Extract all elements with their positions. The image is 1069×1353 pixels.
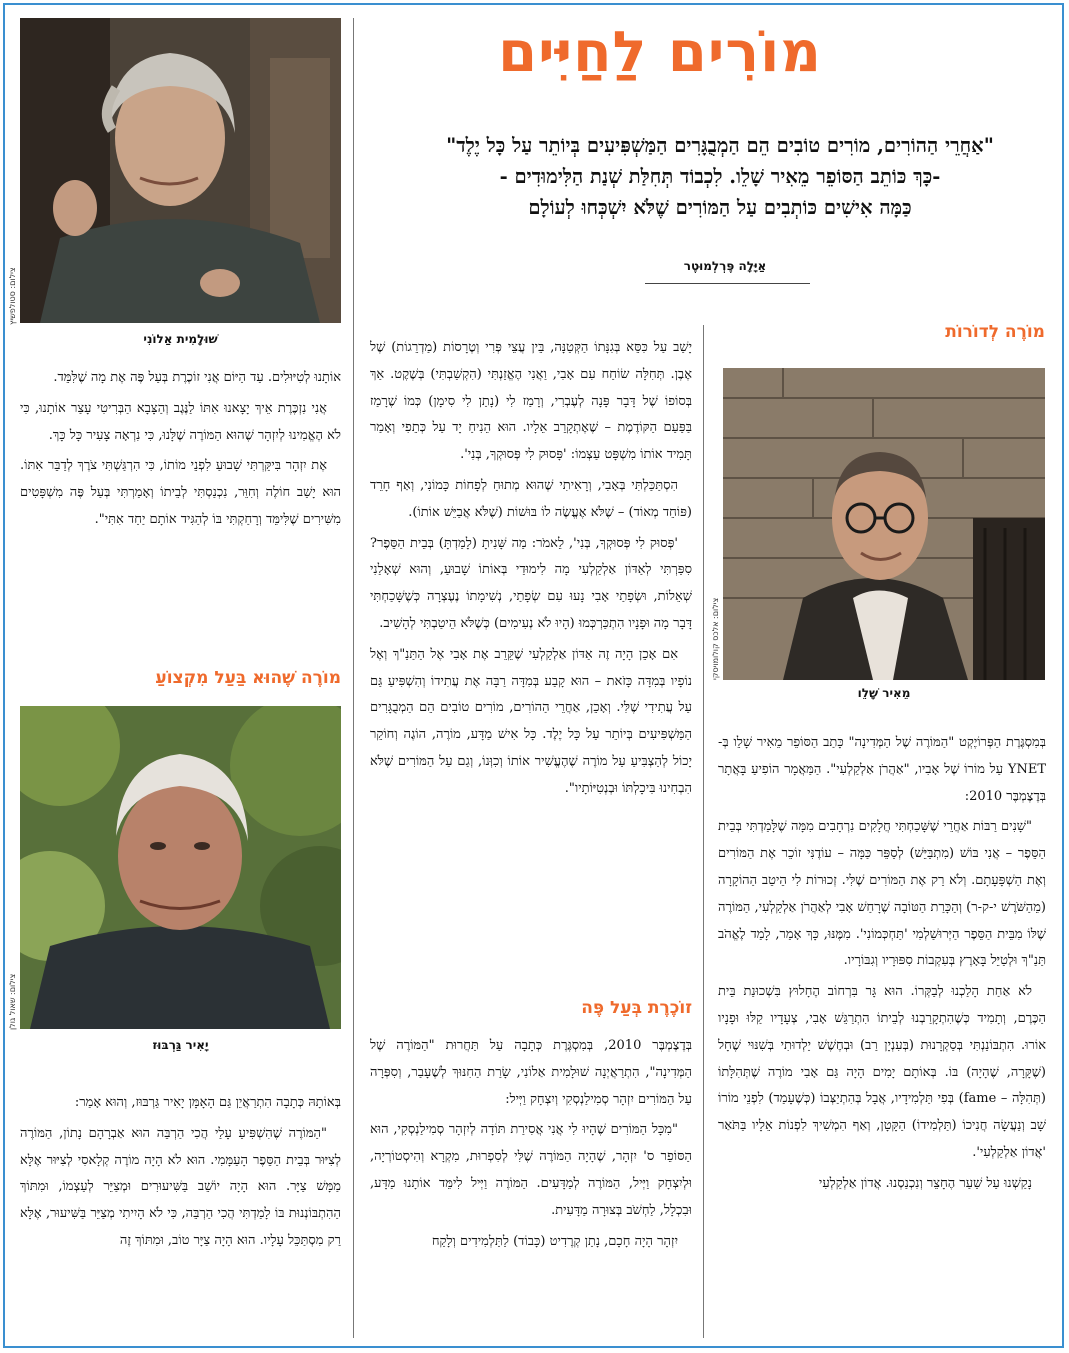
paragraph: "הַמּוֹרֶה שֶׁהִשְׁפִּיעַ עָלַי הֲכִי הַרְבֵּה הוּא אַבְרָהָם נָתוֹן, הַמּוֹרֶה לְצִיּוּר בְּבֵית הַסֵּפֶר הָעַמָּמִי. הוּא לֹא הָיָה מוֹרֶה קְלָאסִי לְצִיּוּר אֶלָּא מַמָּשׁ צַיָּר. הוּא הָיָה יוֹשֵׁב בַּשִּׁיעוּרִים וּמְצַיֵּר לְעַצְמוֹ, וּמִתּוֹךְ הַהִתְבּוֹנְנוּת בּוֹ לָמַדְתִּי הֲכִי הַרְבֵּה, כִּי לֹא הָיִיתִי מְצַיֵּר בַּשִּׁיעוּר, אֶלָּא רַק מִסְתַּכֵּל עָלָיו. הוּא הָיָה צַיָּר טוֹב, וּמִתּוֹךְ זֶה [20,1125,341,1248]
paragraph: "שָׁנִים רַבּוֹת אַחֲרֵי שֶׁשָּׁכַחְתִּי חֲלָקִים נִרְחָבִים מִמָּה שֶׁלָּמַדְתִּי בְּבֵית הַסֵּפֶר – אֲנִי בּוֹשׁ (מִתְבַּיֵּשׁ) לְסַפֵּר כַּמָּה – עוֹדֶנִּי זוֹכֵר אֶת הַמּוֹרִים וְאֶת הַשְׁפָּעָתָם. וְלֹא רַק אֶת הַמּוֹרִים שֶׁלִּי. זְכוּרוֹת לִי הֵיטֵב הַהוֹקָרָה (מֵהַשֹּׁרֶשׁ י-ק-ר) וְהַכָּרַת הַטּוֹבָה שֶׁרָחַשׁ אָבִי לְאַהֲרֹן אַלְקַלְעִי, הַמּוֹרֶה שֶׁלּוֹ מִבֵּית הַסֵּפֶר הַיְּרוּשַׁלְמִי 'תַּחְכְּמוֹנִי'. מִמֶּנּוּ, כָּךְ אָמַר, לָמַד לֶאֱהֹב תַּנַ"ךְ וּלְטַיֵּל בָּאָרֶץ בְּעִקְבוֹת סִפּוּרָיו וְגִבּוֹרָיו. [718,819,1046,969]
paragraph: נָקַשְׁנוּ עַל שַׁעַר הֶחָצֵר וְנִכְנַסְנוּ. אֲדוֹן אַלְקַלְעִי [818,1175,1032,1191]
column-middle-top [370,335,692,980]
photo-caption: יָאִיר גַּרְבּוּז [152,1038,209,1052]
subtitle-line: "אַחֲרֵי הַהוֹרִים, מוֹרִים טוֹבִים הֵם הַמְבֻגָּרִים הַמַּשְׁפִּיעִים בְּיוֹתֵר עַל כָּל יֶלֶד" [446,134,994,157]
photo-meir-shalev [723,368,1045,680]
photo-caption: שׁוּלָמִית אַלוֹנִי [143,332,218,346]
paragraph: יָשַׁב עַל כִּסֵּא בְּגִנָּתוֹ הַקְּטַנָּה, בֵּין עֲצֵי פְּרִי וְטֶרָסוֹת (מַדְרֵגוֹת) שֶׁל אֶבֶן. תְּחִלָּה שׂוֹחַח עִם אָבִי, וַאֲנִי הֶאֱזַנְתִּי (הִקְשַׁבְתִּי) בְּשֶׁקֶט. אַךְ בְּסוֹפוֹ שֶׁל דָּבָר פָּנָה לְעֶבְרִי, וְרָמַז לִי (נָתַן לִי סִימָן) כְּמוֹ שֶׁרָמַז בַּפַּעַם הַקּוֹדֶמֶת – שֶׁאֶתְקָרֵב אֵלָיו. הוּא הֵנִיחַ יָד עַל כְּתֵפִי וְאָמַר תָּמִיד אוֹתוֹ מִשְׁפָּט עַצְמוֹ: 'פָּסוּק לִי פְּסוּקְךָ, בְּנִי'. [370,340,692,463]
column-divider [703,325,704,1338]
section-heading-right: מוֹרֶה לְדוֹרוֹת [945,322,1045,342]
paragraph: אֶת יִזְהָר בִּיקַּרְתִּי שָׁבוּעַ לִפְנֵי מוֹתוֹ, כִּי הִרְגַּשְׁתִּי צֹרֶךְ לְדַבֵּר אִתּוֹ. הוּא יָשַׁב חוֹלֶה וְחִוֵּר, נִכְנַסְתִּי לְבֵיתוֹ וְאָמַרְתִּי בְּעַל פֶּה מִשְׁפָּטִים מִשִּׁירִים שֶׁלִּימֵּד וְרָחַקְתִּי בּוֹ לְהַגִּיד אוֹתָם יַחַד אִתִּי". [20,458,341,527]
paragraph: יִזְהָר הָיָה חָכָם, נָתַן קְרֶדִיט (כָּבוֹד) לַתַּלְמִידִים וְלָקַח [431,1233,678,1249]
paragraph: 'פְּסוּק לִי פְּסוּקְךָ, בְּנִי', לֵאמֹר: מַה שָּׁנִיתָ (לָמַדְתָּ) בְּבֵית הַסֵּפֶר? סִפַּרְתִּי לְאַדּוֹן אַלְקַלְעִי מָה לִימוּדַי בְּאוֹתוֹ שָׁבוּעַ, וְהוּא שְׁאָלַנִי שְׁאֵלוֹת, וּשְׂפָתַי אָבִי נָעוּ עִם שְׂפָתַי, נְשִׁימָתוֹ נֶעֶצְרָה כְּשֶׁשָּׁכַחְתִּי דָּבָר מָה וּפָנָיו הִתְכַּרְכְּמוּ (הָיוּ לֹא נְעִימִים) כְּשֶׁלֹּא הֵיטַבְתִּי לְהָשִׁיב. [370,535,692,631]
byline-rule [645,283,810,284]
page-title: מוֹרִים לַחַיִּים [498,20,822,85]
paragraph: אוֹתָנוּ לְטִיּוּלִים. עַד הַיּוֹם אֲנִי זוֹכֶרֶת בְּעַל פֶּה אֶת מָה שֶׁלִּמֵּד. [53,370,341,385]
paragraph: בְּדֶצֶמְבֶּר 2010, בְּמִסְגֶּרֶת כְּתָבָה עַל תַּחֲרוּת "הַמּוֹרֶה שֶׁל הַמְּדִינָה", הִתְרַאֲיְנָה שׁוּלָמִית אַלוֹנִי, שָׂרַת הַחִנּוּךְ לְשֶׁעָבַר, וְסִפְּרָה עַל הַמּוֹרִים יִזְהָר סְמִילַנְסְקִי וְיִצְחָק וַיְּיל: [370,1038,692,1107]
paragraph: הִסְתַּכַּלְתִּי בְּאָבִי, וְרָאִיתִי שֶׁהוּא מְתוּחַ לְפָחוֹת כָּמוֹנִי, וְאַף חָרֵד (פּוֹחֵד מְאוֹד) – שֶׁלֹּא אֶעֱשֶׂה לוֹ בּוּשׁוֹת (שֶׁלֹּא אֲבַיֵּשׁ אוֹתוֹ). [370,477,692,520]
column-left-bottom [20,1090,341,1338]
photo-caption: מֵאִיר שָׁלֵו [857,686,911,700]
paragraph: לֹא אַחַת הָלַכְנוּ לְבַקְּרוֹ. הוּא גָּר בִּרְחוֹב הֶחָלוּץ בִּשְׁכוּנַת בֵּית הַכֶּרֶם, וְתָמִיד כְּשֶׁהִתְקָרַבְנוּ לְבֵיתוֹ הִתְרַגֵּשׁ אָבִי, צְעָדָיו קַלּוּ וּפָנָיו אוֹרוּ. הִתְבּוֹנַנְתִּי בְּסַקְרָנוּת (בְּעִנְיָן רַב) וּבְחֶשֶׁשׁ יַלְדוּתִי בְּשִׁנּוּי שֶׁחָל (שֶׁקָּרָה, שֶׁהָיָה) בּוֹ. בְּאוֹתָם יָמִים הָיָה גַּם אָבִי מוֹרֶה שֶׁתְּהִלָּתוֹ (תְּהִלָּה – fame) בְּפִי תַּלְמִידָיו, אֲבָל בְּהִתְיַצְּבוֹ (כְּשֶׁעָמַד) לִפְנֵי מוֹרוֹ שָׁב וְנַעֲשָׂה חֲנִיכוֹ (תַּלְמִידוֹ) הַקָּטָן, וְאַף הִמְשִׁיךְ לִפְנוֹת אֵלָיו בַּתֹּאַר 'אֲדוֹן אַלְקַלְעִי'. [718,984,1046,1160]
paragraph: בְּאוֹתָהּ כְּתָבָה הִתְרַאֲיֵן גַּם הָאָמָּן יָאִיר גַּרְבּוּז, וְהוּא אָמַר: [74,1095,341,1110]
section-heading-left: מוֹרֶה שֶׁהוּא בַּעַל מִקְצוֹעַ [155,668,341,688]
subtitle [400,130,1040,223]
column-divider [353,18,354,1338]
paragraph: אִם אָכֵן הָיָה זֶה אַדּוֹן אַלְקַלְעִי שֶׁקֵּרֵב אֶת אָבִי אֶל הַתַּנַ"ךְ וְאֶל נוֹפָיו בְּמִדָּה כָּזֹאת – הוּא קָבַע בְּמִדָּה רַבָּה אֶת עֲתִידוֹ וְהִשְׁפִּיעַ גַּם עַל עֲתִידִי שֶׁלִּי. וְאָכֵן, אַחֲרֵי הַהוֹרִים, מוֹרִים טוֹבִים הֵם הַמְבֻגָּרִים הַמַּשְׁפִּיעִים בְּיוֹתֵר עַל כָּל יֶלֶד. כָּל אִישׁ מַדָּע, מוֹרֶה, הוֹגֶה וְחוֹקֵר יָכוֹל לְהַצְבִּיעַ עַל מוֹרֶה שֶׁהֶעֱשִׁיר אוֹתוֹ וְכִוְּנוֹ, וְגַם עַל הַמּוֹרִים שֶׁלֹּא הִבְחִינוּ בִּיכָלְתּוֹ וּבְנְטִיּוֹתָיו". [370,646,692,796]
column-middle-bottom [370,1033,692,1338]
paragraph: אֲנִי נִזְכֶּרֶת אֵיךְ יָצָאנוּ אִתּוֹ לַנֶּגֶב וְהַצָּבָא הַבְּרִיטִי עָצַר אוֹתָנוּ, כִּי לֹא הֶאֱמִינוּ לְיִזְהָר שֶׁהוּא הַמּוֹרֶה שֶׁלָּנוּ, כִּי נִרְאָה צָעִיר כָּל כָּךְ. [20,400,341,443]
subtitle-line: -כָּךְ כּוֹתֵב הַסּוֹפֵר מֵאִיר שָׁלֵו. לִכְבוֹד תְּחִלַּת שְׁנַת הַלִּימוּדִים - [499,165,941,188]
photo-yair-garbuz [20,706,341,1029]
photo-credit: צילום: שאול גולן [8,973,17,1030]
photo-credit: צילום: סטולפשיץ [8,267,17,325]
subtitle-line: כַּמָּה אִישִׁים כּוֹתְבִים עַל הַמּוֹרִים שֶׁלֹּא יִשְׁכְּחוּ לְעוֹלָם [528,196,912,219]
photo-credit: צילום: אלכס קולומויסקי [711,597,720,680]
photo-shulamit-aloni [20,18,341,323]
paragraph: "מִכָּל הַמּוֹרִים שֶׁהָיוּ לִי אֲנִי אֲסִירַת תּוֹדָה לְיִזְהָר סְמִילַנְסְקִי, הוּא הַסּוֹפֵר ס' יִזְהָר, שֶׁהָיָה הַמּוֹרֶה שֶׁלִּי לְסִפְרוּת, מִקְרָא וְהִיסְטוֹרְיָה, וּלְיִצְחָק וַיְּיל, הַמּוֹרֶה לְמַדָּעִים. הַמּוֹרֶה וַיְּיל לִימֵּד אוֹתָנוּ מַדָּע, וּבִכְלָל, לַחְשֹׁב בְּצוּרָה מַדָּעִית. [370,1122,692,1218]
paragraph: בְּמִסְגֶּרֶת הַפְּרוֹיֶקְט "הַמּוֹרֶה שֶׁל הַמְּדִינָה" כָּתַב הַסּוֹפֵר מֵאִיר שָׁלֵו בְּ-YNET עַל מוֹרוֹ שֶׁל אָבִיו, "אַהֲרֹן אַלְקַלְעִי". הַמַּאֲמָר הוֹפִיעַ בָּאֲתָר בְּדֶצֶמְבֶּר 2010: [718,735,1046,804]
column-right [718,730,1046,1340]
byline: אַיָּלָה פֶּרְלְמוּטֶר [683,259,767,273]
column-left-top [20,365,341,640]
section-heading-middle: זוֹכֶרֶת בְּעַל פֶּה [581,998,692,1018]
